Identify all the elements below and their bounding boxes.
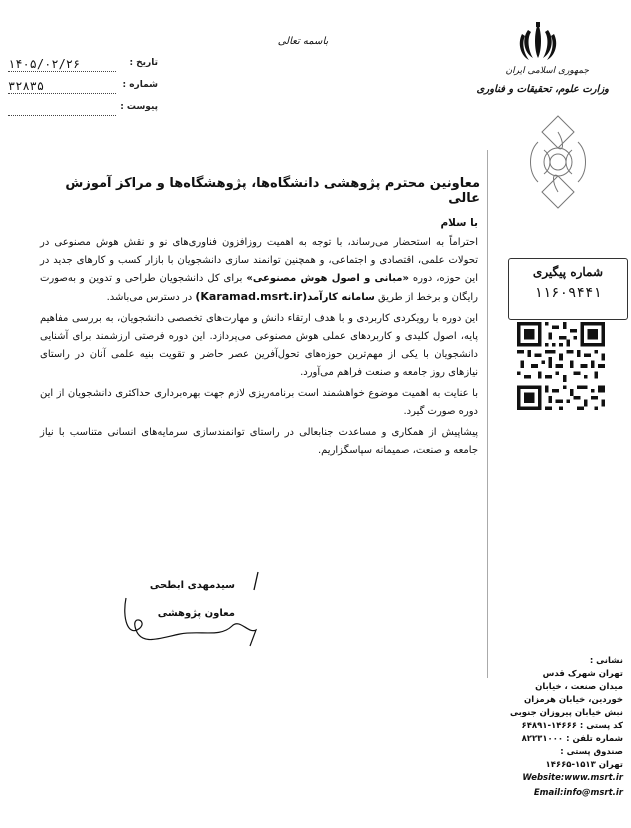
pobox-label: صندوق پستی :: [560, 747, 623, 757]
letter-body: [40, 214, 478, 463]
paragraph-3: با عنایت به اهمیت موضوع خواهشمند است برنامه‌ریزی لازم جهت بهره‌برداری حداکثری دانشجویان از این دوره صورت گیرد.: [40, 388, 478, 417]
letter-subject: معاونین محترم پژوهشی دانشگاه‌ها، پژوهشگاه‌ها و مراکز آموزش عالی: [65, 176, 480, 206]
paragraph-4: پیشاپیش از همکاری و مساعدت جنابعالی در راستای توانمندسازی سرمایه‌های انسانی متناسب با نیاز جامعه و صنعت، صمیمانه سپاسگزاریم.: [40, 427, 478, 456]
iran-emblem-icon: [517, 20, 559, 64]
tracking-box: [508, 258, 628, 320]
number-row: [8, 80, 158, 96]
address-line4: نبش خیابان پیروزان جنوبی: [510, 708, 623, 718]
number-label: شماره :: [122, 80, 158, 90]
address-block: [505, 655, 623, 800]
phone-number: شماره تلفن : ۸۲۲۳۱۰۰۰: [521, 734, 623, 744]
number-value: ۳۲۸۳۵: [8, 79, 45, 93]
ministry-line2: وزارت علوم، تحقیقات و فناوری: [476, 84, 609, 95]
date-row: [8, 58, 158, 74]
greeting: با سلام: [440, 217, 478, 229]
vertical-divider: [487, 150, 488, 678]
address-line1: تهران شهرک قدس: [542, 669, 623, 679]
tracking-label: شماره پیگیری: [532, 265, 604, 279]
postal-code: کد پستی : ۱۴۶۶۶-۶۴۸۹۱: [521, 721, 623, 731]
paragraph-2: این دوره با رویکردی کاربردی و با هدف ارتقاء دانش و مهارت‌های تخصصی دانشجویان، به بررسی مفاهیم پایه، اصول کلیدی و کاربردهای عملی هوش مصنوعی می‌پردازد. این دوره فرصتی ارزشمند برای آشنایی دانشجویان با یکی از مهم‌ترین حوزه‌های تحول‌آفرین عصر حاضر و تقویت بنیه علمی آنان در راستای نیازهای روز جامعه و صنعت فراهم می‌آورد.: [40, 313, 478, 378]
karamad-link[interactable]: (Karamad.msrt.ir): [195, 290, 308, 303]
address-label: نشانی :: [589, 656, 623, 666]
website-link[interactable]: Website:www.msrt.ir: [522, 773, 623, 783]
date-label: تاریخ :: [129, 58, 158, 68]
attachment-row: [8, 102, 158, 118]
pobox-value: تهران ۱۵۱۳-۱۴۶۶۵: [545, 760, 623, 770]
attachment-label: پیوست :: [120, 102, 158, 112]
ministry-line1: جمهوری اسلامی ایران: [505, 66, 589, 76]
bismillah: باسمه تعالی: [277, 36, 329, 47]
date-value: ۱۴۰۵/۰۲/۲۶: [8, 57, 81, 71]
signer-name: سیدمهدی ابطحی: [149, 580, 235, 591]
course-name: «مبانی و اصول هوش مصنوعی»: [246, 273, 409, 284]
paragraph-1: احتراماً به استحضار می‌رساند، با توجه به اهمیت روزافزون فناوری‌های نو و نقش هوش مصنوعی در تحولات علمی، اقتصادی و اجتماعی، و همچنین توانمند سازی دانشجویان با بازار کسب و کارهای جدید در این حوزه، دوره «مبانی و اصول هوش مصنوعی» برای کل دانشجویان طراحی و تدوین و به‌صورت رایگان و برخط از طریق سامانه کارآمد(Karamad.msrt.ir) در دسترس می‌باشد.: [40, 237, 478, 303]
email-link[interactable]: Email:info@msrt.ir: [533, 788, 623, 798]
address-line3: خوردین، خیابان هرمزان: [523, 695, 623, 705]
ornament-icon: [518, 112, 598, 212]
signer-title: معاون پژوهشی: [157, 608, 235, 619]
qr-code-icon[interactable]: [517, 322, 605, 410]
system-name: سامانه کارآمد: [307, 292, 375, 303]
address-line2: میدان صنعت ، خیابان: [535, 682, 623, 692]
tracking-number: ۱۱۶۰۹۴۴۱: [534, 285, 602, 301]
